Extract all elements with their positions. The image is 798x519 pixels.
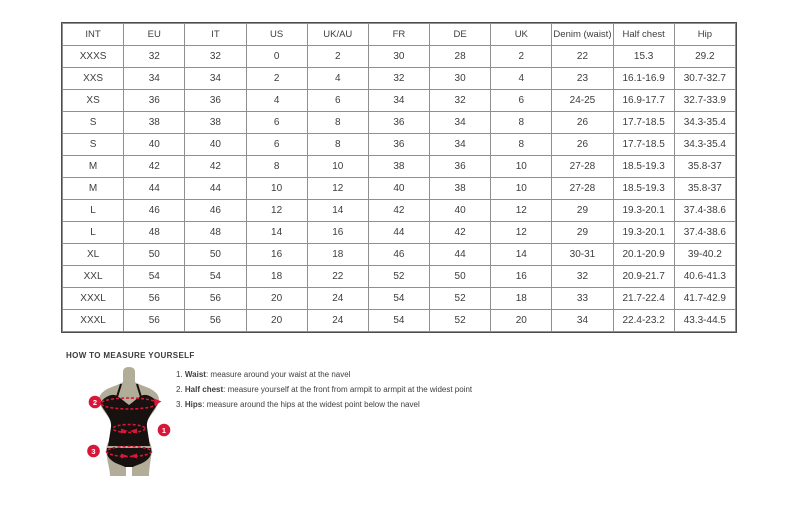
table-cell: 32 [430, 90, 491, 112]
instruction-label: Half chest [184, 385, 224, 394]
table-cell: 28 [430, 46, 491, 68]
column-header: Denim (waist) [552, 24, 613, 46]
table-row [63, 244, 736, 266]
table-cell: 41.7-42.9 [674, 288, 735, 310]
table-cell: 39-40.2 [674, 244, 735, 266]
table-cell: XXXS [63, 46, 124, 68]
table-cell: 20.1-20.9 [613, 244, 674, 266]
table-cell: 23 [552, 68, 613, 90]
instruction-label: Hips [184, 400, 203, 409]
table-cell: 15.3 [613, 46, 674, 68]
table-cell: 34 [124, 68, 185, 90]
table-cell: 16 [491, 266, 552, 288]
table-cell: 34.3-35.4 [674, 134, 735, 156]
table-cell: 46 [124, 200, 185, 222]
column-header: Half chest [613, 24, 674, 46]
table-cell: 29 [552, 222, 613, 244]
instruction-text: : measure around the hips at the widest point below the navel [202, 400, 420, 409]
table-cell: 29 [552, 200, 613, 222]
table-cell: 36 [368, 134, 429, 156]
table-cell: 12 [307, 178, 368, 200]
table-row [63, 200, 736, 222]
table-row [63, 266, 736, 288]
table-cell: 10 [246, 178, 307, 200]
table-cell: XXXL [63, 288, 124, 310]
table-cell: 34 [430, 112, 491, 134]
table-cell: 50 [430, 266, 491, 288]
table-cell: 18 [491, 288, 552, 310]
table-cell: 36 [124, 90, 185, 112]
table-cell: 16.1-16.9 [613, 68, 674, 90]
instruction-label: Waist [184, 370, 206, 379]
table-cell: 30-31 [552, 244, 613, 266]
table-cell: 48 [185, 222, 246, 244]
table-cell: 34 [185, 68, 246, 90]
table-row [63, 156, 736, 178]
column-header: IT [185, 24, 246, 46]
table-cell: 33 [552, 288, 613, 310]
table-row [63, 112, 736, 134]
table-cell: 34 [552, 310, 613, 332]
marker-half-chest-badge [89, 396, 102, 409]
table-row [63, 46, 736, 68]
table-cell: 54 [368, 310, 429, 332]
instruction-number: 2. [176, 385, 185, 394]
instruction-number: 1. [176, 370, 185, 379]
table-cell: 40 [185, 134, 246, 156]
table-cell: 42 [124, 156, 185, 178]
table-cell: 32 [552, 266, 613, 288]
column-header: INT [63, 24, 124, 46]
table-cell: L [63, 200, 124, 222]
table-cell: 6 [246, 134, 307, 156]
table-cell: 30 [430, 68, 491, 90]
table-cell: 19.3-20.1 [613, 200, 674, 222]
table-cell: XXL [63, 266, 124, 288]
table-cell: 4 [307, 68, 368, 90]
table-cell: 22.4-23.2 [613, 310, 674, 332]
table-cell: 24-25 [552, 90, 613, 112]
table-cell: 17.7-18.5 [613, 134, 674, 156]
table-cell: 32 [124, 46, 185, 68]
size-table-header-row [63, 24, 736, 46]
table-cell: 42 [185, 156, 246, 178]
table-cell: 56 [124, 310, 185, 332]
table-cell: 20 [491, 310, 552, 332]
table-cell: 27-28 [552, 156, 613, 178]
table-cell: 52 [430, 288, 491, 310]
table-cell: 10 [491, 178, 552, 200]
table-row [63, 310, 736, 332]
table-cell: 20 [246, 310, 307, 332]
table-cell: 54 [368, 288, 429, 310]
measure-instruction [176, 370, 536, 380]
table-cell: 48 [124, 222, 185, 244]
table-cell: 19.3-20.1 [613, 222, 674, 244]
table-cell: 6 [246, 112, 307, 134]
table-cell: 24 [307, 288, 368, 310]
table-cell: M [63, 178, 124, 200]
table-cell: 14 [307, 200, 368, 222]
table-cell: 40 [368, 178, 429, 200]
table-cell: 16.9-17.7 [613, 90, 674, 112]
size-table-header [63, 24, 736, 46]
measure-instruction [176, 400, 536, 410]
table-cell: 26 [552, 112, 613, 134]
table-cell: 30 [368, 46, 429, 68]
table-cell: 12 [246, 200, 307, 222]
table-cell: 46 [368, 244, 429, 266]
table-cell: 30.7-32.7 [674, 68, 735, 90]
table-cell: 35.8-37 [674, 178, 735, 200]
table-cell: 38 [185, 112, 246, 134]
table-cell: 10 [491, 156, 552, 178]
size-chart-table [62, 23, 736, 332]
table-cell: S [63, 112, 124, 134]
table-cell: 14 [491, 244, 552, 266]
table-cell: 52 [430, 310, 491, 332]
table-row [63, 134, 736, 156]
table-cell: 8 [491, 134, 552, 156]
table-cell: 8 [246, 156, 307, 178]
table-cell: 22 [307, 266, 368, 288]
column-header: US [246, 24, 307, 46]
table-cell: 12 [491, 222, 552, 244]
table-cell: 18.5-19.3 [613, 156, 674, 178]
table-cell: 16 [246, 244, 307, 266]
table-cell: 52 [368, 266, 429, 288]
table-cell: 8 [307, 112, 368, 134]
table-cell: 14 [246, 222, 307, 244]
mannequin-illustration [84, 366, 176, 482]
svg-text:1: 1 [161, 425, 167, 435]
svg-text:3: 3 [91, 446, 96, 456]
column-header: DE [430, 24, 491, 46]
table-cell: 50 [185, 244, 246, 266]
table-row [63, 90, 736, 112]
table-cell: XXS [63, 68, 124, 90]
table-cell: 27-28 [552, 178, 613, 200]
table-cell: 35.8-37 [674, 156, 735, 178]
table-cell: 44 [430, 244, 491, 266]
table-cell: 4 [246, 90, 307, 112]
column-header: UK/AU [307, 24, 368, 46]
table-cell: 32.7-33.9 [674, 90, 735, 112]
table-cell: XXXL [63, 310, 124, 332]
table-cell: 40 [124, 134, 185, 156]
table-cell: 56 [185, 288, 246, 310]
table-cell: 37.4-38.6 [674, 200, 735, 222]
table-cell: 29.2 [674, 46, 735, 68]
table-cell: 18 [307, 244, 368, 266]
instruction-text: : measure yourself at the front from armpit to armpit at the widest point [223, 385, 473, 394]
table-cell: 4 [491, 68, 552, 90]
measure-list [176, 370, 536, 415]
column-header: Hip [674, 24, 735, 46]
measure-heading: HOW TO MEASURE YOURSELF [66, 351, 195, 360]
table-cell: XS [63, 90, 124, 112]
table-cell: 34.3-35.4 [674, 112, 735, 134]
table-cell: 16 [307, 222, 368, 244]
size-table-body [63, 46, 736, 332]
marker-hips-badge [87, 445, 100, 458]
table-cell: 21.7-22.4 [613, 288, 674, 310]
table-cell: 54 [185, 266, 246, 288]
table-cell: 18.5-19.3 [613, 178, 674, 200]
table-cell: 36 [368, 112, 429, 134]
table-cell: 43.3-44.5 [674, 310, 735, 332]
table-cell: 42 [430, 222, 491, 244]
table-cell: 32 [368, 68, 429, 90]
table-row [63, 288, 736, 310]
svg-text:2: 2 [92, 397, 98, 407]
table-cell: 0 [246, 46, 307, 68]
table-cell: 10 [307, 156, 368, 178]
table-cell: 36 [430, 156, 491, 178]
table-cell: 8 [491, 112, 552, 134]
table-cell: 56 [185, 310, 246, 332]
table-cell: 6 [491, 90, 552, 112]
table-cell: 56 [124, 288, 185, 310]
table-cell: 26 [552, 134, 613, 156]
table-cell: 38 [430, 178, 491, 200]
table-cell: 20 [246, 288, 307, 310]
column-header: FR [368, 24, 429, 46]
table-cell: 46 [185, 200, 246, 222]
table-cell: 44 [368, 222, 429, 244]
table-cell: 24 [307, 310, 368, 332]
table-cell: 34 [430, 134, 491, 156]
table-cell: 37.4-38.6 [674, 222, 735, 244]
marker-waist-badge [158, 424, 171, 437]
table-cell: 32 [185, 46, 246, 68]
table-cell: 20.9-21.7 [613, 266, 674, 288]
instruction-number: 3. [176, 400, 185, 409]
table-row [63, 178, 736, 200]
table-cell: 17.7-18.5 [613, 112, 674, 134]
table-cell: 12 [491, 200, 552, 222]
table-row [63, 68, 736, 90]
table-cell: 2 [491, 46, 552, 68]
table-cell: 6 [307, 90, 368, 112]
measure-instruction [176, 385, 536, 395]
table-cell: 44 [124, 178, 185, 200]
table-cell: 42 [368, 200, 429, 222]
column-header: EU [124, 24, 185, 46]
table-cell: 54 [124, 266, 185, 288]
table-cell: XL [63, 244, 124, 266]
table-cell: 8 [307, 134, 368, 156]
table-cell: 50 [124, 244, 185, 266]
table-cell: 18 [246, 266, 307, 288]
table-cell: 2 [246, 68, 307, 90]
table-cell: 36 [185, 90, 246, 112]
table-cell: 38 [124, 112, 185, 134]
table-cell: L [63, 222, 124, 244]
table-cell: 38 [368, 156, 429, 178]
instruction-text: : measure around your waist at the navel [205, 370, 351, 379]
table-cell: 2 [307, 46, 368, 68]
table-cell: 22 [552, 46, 613, 68]
column-header: UK [491, 24, 552, 46]
table-cell: 40 [430, 200, 491, 222]
table-cell: M [63, 156, 124, 178]
table-cell: 44 [185, 178, 246, 200]
table-cell: 40.6-41.3 [674, 266, 735, 288]
table-cell: S [63, 134, 124, 156]
table-row [63, 222, 736, 244]
table-cell: 34 [368, 90, 429, 112]
